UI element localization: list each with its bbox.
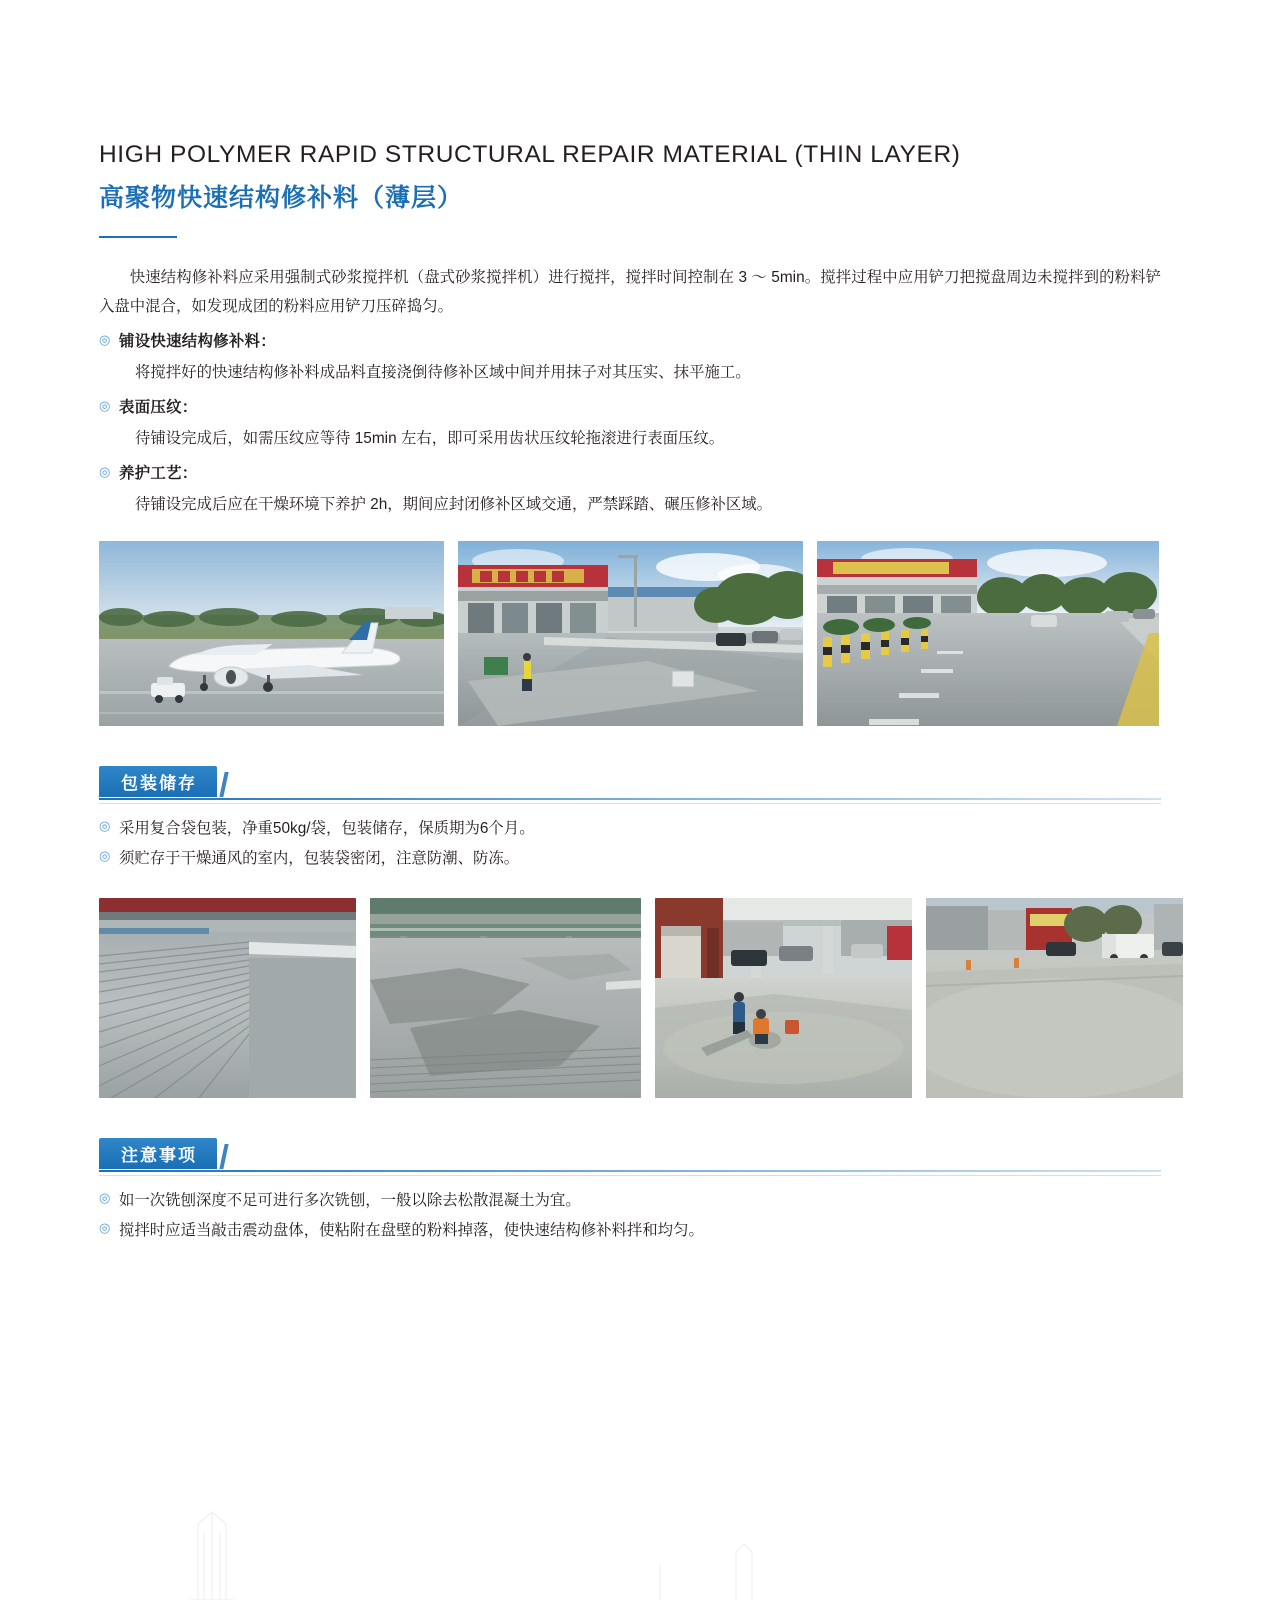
ring-bullet-icon: ◎ <box>99 1190 111 1206</box>
notes-list <box>99 1186 1161 1246</box>
step-detail: 待铺设完成后，如需压纹应等待 15min 左右，即可采用齿状压纹轮拖滚进行表面压纹。 <box>135 430 725 448</box>
gallery-mid <box>99 898 1161 1098</box>
decorative-footer-graphic <box>120 1490 760 1600</box>
title-underline-rule <box>99 236 177 239</box>
photo-grooved-concrete-pavement <box>99 898 356 1098</box>
ring-bullet-icon: ◎ <box>99 848 111 864</box>
photo-artwork <box>458 541 803 726</box>
list-item-text: 须贮存于干燥通风的室内，包装袋密闭，注意防潮、防冻。 <box>119 850 520 868</box>
ring-bullet-icon: ◎ <box>99 818 111 834</box>
page-content <box>99 140 1161 1246</box>
photo-artwork <box>99 898 356 1098</box>
list-item <box>99 1186 1161 1216</box>
step-title: 铺设快速结构修补料： <box>119 333 276 351</box>
list-item-text: 如一次铣刨深度不足可进行多次铣刨，一般以除去松散混凝土为宜。 <box>119 1192 581 1210</box>
step-detail: 待铺设完成后应在干燥环境下养护 2h，期间应封闭修补区域交通，严禁踩踏、碾压修补区域。 <box>135 496 773 514</box>
list-item <box>99 1216 1161 1246</box>
list-item <box>99 844 1161 874</box>
photo-damaged-pavement-guardrail <box>370 898 641 1098</box>
photo-artwork <box>370 898 641 1098</box>
list-item <box>99 814 1161 844</box>
photo-gas-station-repair-work <box>655 898 912 1098</box>
photo-artwork <box>99 541 444 726</box>
section-heading-notes <box>99 1138 1161 1172</box>
step-title: 表面压纹： <box>119 399 198 417</box>
section-divider-thin <box>99 1175 1161 1176</box>
section-tab-label: 包装储存 <box>99 766 217 797</box>
step-item <box>99 394 1161 422</box>
ring-bullet-icon: ◎ <box>99 398 111 414</box>
page-title-cn: 高聚物快速结构修补料（薄层） <box>99 183 464 212</box>
intro-paragraph: 快速结构修补料应采用强制式砂浆搅拌机（盘式砂浆搅拌机）进行搅拌，搅拌时间控制在 3 ～ 5min。搅拌过程中应用铲刀把搅盘周边未搅拌到的粉料铲入盘中混合，如发现成团的粉料应用铲刀压碎捣匀。 <box>99 269 1161 315</box>
gallery-top <box>99 541 1161 726</box>
section-divider <box>99 1170 1161 1172</box>
photo-street-repair-shopfront <box>458 541 803 726</box>
photo-finished-repair-surface <box>926 898 1183 1098</box>
ring-bullet-icon: ◎ <box>99 332 111 348</box>
photo-artwork <box>817 541 1159 726</box>
step-item <box>99 460 1161 488</box>
step-detail: 将搅拌好的快速结构修补料成品料直接浇倒待修补区域中间并用抹子对其压实、抹平施工。 <box>135 364 751 382</box>
photo-artwork <box>926 898 1183 1098</box>
section-heading-packaging <box>99 766 1161 800</box>
ring-bullet-icon: ◎ <box>99 1220 111 1236</box>
list-item-text: 搅拌时应适当敲击震动盘体，使粘附在盘壁的粉料掉落，使快速结构修补料拌和均匀。 <box>119 1222 704 1240</box>
section-divider <box>99 798 1161 800</box>
photo-artwork <box>655 898 912 1098</box>
ring-bullet-icon: ◎ <box>99 464 111 480</box>
packaging-list <box>99 814 1161 874</box>
photo-airport-runway-aircraft <box>99 541 444 726</box>
list-item-text: 采用复合袋包装，净重50kg/袋，包装储存，保质期为6个月。 <box>119 820 535 838</box>
photo-road-cones-traffic <box>817 541 1159 726</box>
page-title-en: HIGH POLYMER RAPID STRUCTURAL REPAIR MATERIAL (THIN LAYER) <box>99 141 961 168</box>
section-tab-label: 注意事项 <box>99 1138 217 1169</box>
step-title: 养护工艺： <box>119 465 198 483</box>
step-item <box>99 328 1161 356</box>
section-divider-thin <box>99 803 1161 804</box>
